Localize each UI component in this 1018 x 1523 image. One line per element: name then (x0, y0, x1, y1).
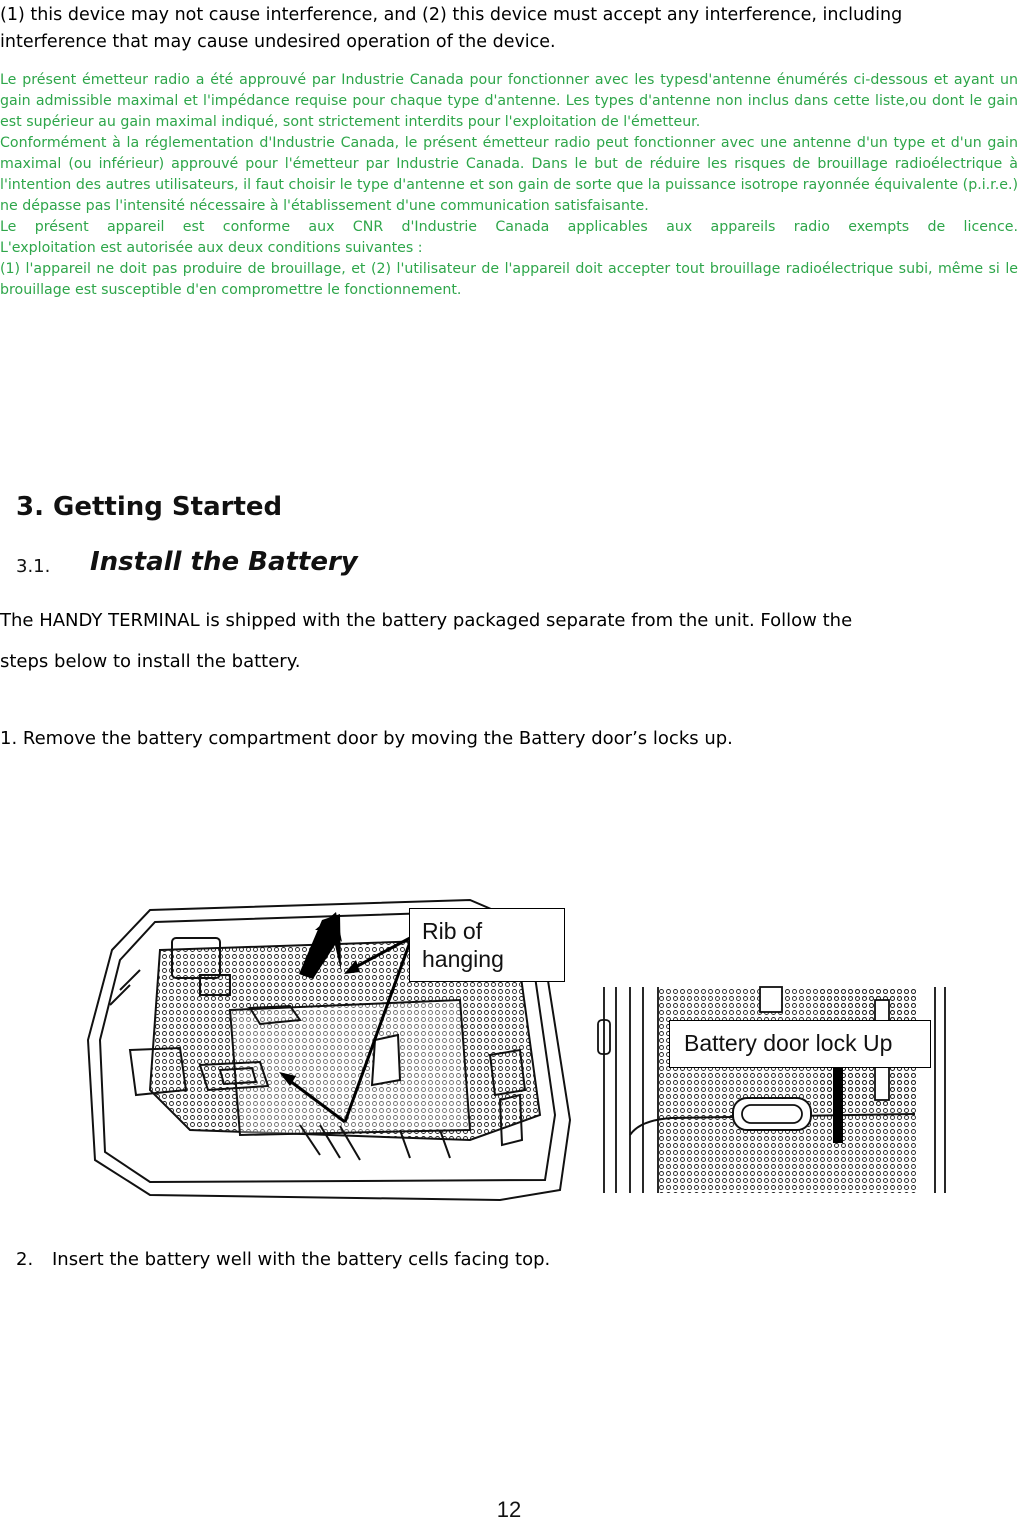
intro-paragraph (0, 600, 1010, 682)
callout-rib-line-2: hanging (422, 946, 504, 972)
battery-door-closeup-illustration (598, 987, 945, 1193)
fr-paragraph-2: Conformément à la réglementation d'Industrie Canada, le présent émetteur radio peut fonctionner avec une antenne d'un type et d'un gain maximal (ou inférieur) approuvé pour l'émetteur par Industrie Canada. Dans le but de réduire les risques de brouillage radioélectrique à l'intention des autres utilisateurs, il faut choisir le type d'antenne et son gain de sorte que la puissance isotrope rayonnée équivalente (p.i.r.e.) ne dépasse pas l'intensité nécessaire à l'établissement d'une communication satisfaisante. (0, 135, 1018, 214)
step-2 (16, 1249, 550, 1270)
page-number: 12 (496, 1497, 522, 1522)
subsection-number: 3.1. (16, 556, 51, 577)
subsection-title: Install the Battery (90, 547, 358, 577)
intro-line-1: (1) this device may not cause interference, and (2) this device must accept any interference, including (0, 5, 903, 25)
step-2-text: Insert the battery well with the battery cells facing top. (52, 1249, 551, 1270)
fr-paragraph-3: Le présent appareil est conforme aux CNR d'Industrie Canada applicables aux appareils radio exempts de licence. (0, 219, 1018, 235)
fr-paragraph-5: (1) l'appareil ne doit pas produire de brouillage, et (2) l'utilisateur de l'appareil doit accepter tout brouillage radioélectrique subi, même si le brouillage est susceptible d'en compromettre le fonctionnement. (0, 261, 1018, 298)
fr-paragraph-1: Le présent émetteur radio a été approuvé par Industrie Canada pour fonctionner avec les typesd'antenne énumérés ci-dessous et ayant un gain admissible maximal et l'impédance requise pour chaque type d'antenne. Les types d'antenne non inclus dans cette liste,ou dont le gain est supérieur au gain maximal indiqué, sont strictement interdits pour l'exploitation de l'émetteur. (0, 72, 1018, 130)
callout-rib-line-1: Rib of (422, 918, 483, 944)
step-1-text: 1. Remove the battery compartment door by moving the Battery door’s locks up. (0, 728, 733, 749)
callout-battery-door-lock-up: Battery door lock Up (669, 1020, 931, 1068)
fr-paragraph-4: L'exploitation est autorisée aux deux conditions suivantes : (0, 240, 423, 256)
intro-line-2: interference that may cause undesired operation of the device. (0, 32, 556, 52)
intro-english-text (0, 2, 1000, 56)
step-2-number: 2. (16, 1249, 34, 1270)
callout-rib-of-hanging (409, 908, 565, 982)
intro-paragraph-line-2: steps below to install the battery. (0, 651, 301, 672)
battery-door-figures (0, 890, 1018, 1210)
intro-paragraph-line-1: The HANDY TERMINAL is shipped with the battery packaged separate from the unit. Follow the (0, 610, 853, 631)
section-heading: 3. Getting Started (16, 492, 283, 522)
french-compliance-text (0, 70, 1018, 301)
